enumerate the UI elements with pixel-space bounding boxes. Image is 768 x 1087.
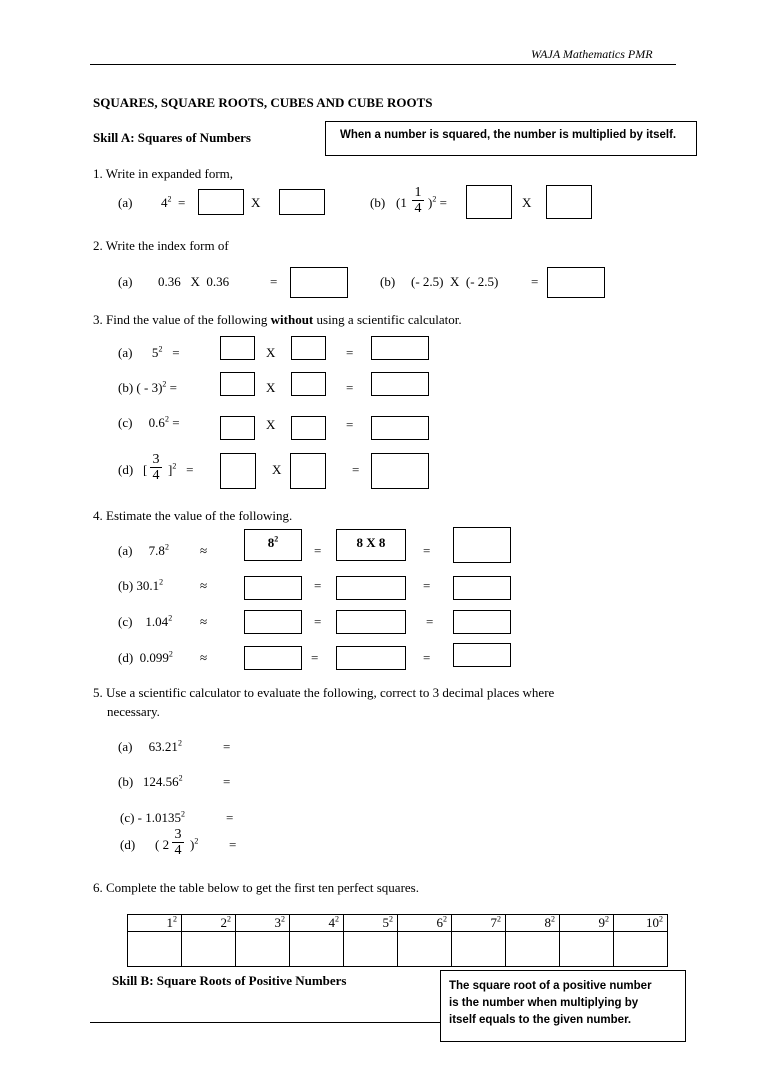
q4d-answer-box[interactable] xyxy=(453,643,511,667)
table-header-cell: $6^2$ xyxy=(398,915,452,932)
q5d-fraction: 3 4 xyxy=(172,827,184,858)
q3a-times: X xyxy=(266,345,276,360)
q4a-eq-1: = xyxy=(314,543,322,558)
q5c-expr: (c) - 1.0135$^2$ xyxy=(120,809,186,825)
table-answer-cell[interactable] xyxy=(506,932,560,967)
q4c-eq-1: = xyxy=(314,614,322,629)
q4c-box-1[interactable] xyxy=(244,610,302,634)
q4d-expr: (d) 0.099$^2$ xyxy=(118,649,173,665)
q4b-answer-box[interactable] xyxy=(453,576,511,600)
skill-b-heading: Skill B: Square Roots of Positive Numbers xyxy=(112,973,347,988)
q3a-box-1[interactable] xyxy=(220,336,255,360)
skill-a-note: When a number is squared, the number is multiplied by itself. xyxy=(325,121,697,156)
skill-b-note xyxy=(440,970,686,1042)
q4a-box-2: 8 X 8 xyxy=(336,529,406,561)
q5a-eq: = xyxy=(223,739,231,754)
q5a-expr: (a) 63.21$^2$ xyxy=(118,738,182,754)
q5d-close: )$^2$ xyxy=(190,836,199,852)
q2b-answer-box[interactable] xyxy=(547,267,605,298)
q4b-eq-1: = xyxy=(314,578,322,593)
table-answer-cell[interactable] xyxy=(182,932,236,967)
q1b-times: X xyxy=(522,195,532,210)
q4d-box-1[interactable] xyxy=(244,646,302,670)
table-answer-cell[interactable] xyxy=(398,932,452,967)
q3c-times: X xyxy=(266,417,276,432)
q5c-eq: = xyxy=(226,810,234,825)
table-header-cell: $4^2$ xyxy=(290,915,344,932)
q2b-label: (b) xyxy=(380,274,396,289)
q1a-times: X xyxy=(251,195,261,210)
q4a-expr: (a) $7.8^2$ xyxy=(118,542,169,558)
q4b-expr: (b) 30.1$^2$ xyxy=(118,577,164,593)
q1b-close: )$^2$ = xyxy=(428,194,447,210)
q3b-answer-box[interactable] xyxy=(371,372,429,396)
q1b-fraction: 1 4 xyxy=(412,185,424,216)
q3c-expr: (c) $0.6^2$ = xyxy=(118,414,180,430)
q3d-eq: = xyxy=(352,462,360,477)
q4c-box-2[interactable] xyxy=(336,610,406,634)
table-answer-cell[interactable] xyxy=(290,932,344,967)
q2a-label: (a) xyxy=(118,274,133,289)
q3b-box-1[interactable] xyxy=(220,372,255,396)
table-header-cell: $8^2$ xyxy=(506,915,560,932)
q1b-label: (b) xyxy=(370,195,386,210)
q1b-open: (1 xyxy=(396,195,407,210)
table-answer-cell[interactable] xyxy=(614,932,668,967)
q3a-eq: = xyxy=(346,345,354,360)
q3b-eq: = xyxy=(346,380,354,395)
q5d-label: (d) xyxy=(120,837,136,852)
q2b-expr: (- 2.5) X (- 2.5) xyxy=(411,274,499,289)
q5b-eq: = xyxy=(223,774,231,789)
q4d-box-2[interactable] xyxy=(336,646,406,670)
header-rule xyxy=(90,64,676,65)
q4d-eq-2: = xyxy=(423,650,431,665)
q3d-fraction: 3 4 xyxy=(150,452,162,483)
q4d-approx: ≈ xyxy=(200,650,208,665)
q3d-box-2[interactable] xyxy=(290,453,326,489)
q4b-eq-2: = xyxy=(423,578,431,593)
q4a-answer-box[interactable] xyxy=(453,527,511,563)
q3a-box-2[interactable] xyxy=(291,336,326,360)
skill-b-note-line-3: itself equals to the given number. xyxy=(449,1014,632,1026)
skill-b-note-line-1: The square root of a positive number xyxy=(449,980,652,992)
q3d-label: (d) xyxy=(118,462,134,477)
q4d-eq-1: = xyxy=(311,650,319,665)
q4a-approx: ≈ xyxy=(200,543,208,558)
table-header-cell: $9^2$ xyxy=(560,915,614,932)
q4a-eq-2: = xyxy=(423,543,431,558)
q3a-answer-box[interactable] xyxy=(371,336,429,360)
q3a-expr: (a) $5^2$ = xyxy=(118,344,180,360)
q5-prompt-line-2: necessary. xyxy=(107,704,160,719)
skill-b-note-line-2: is the number when multiplying by xyxy=(449,997,639,1009)
q3d-close: ]$^2$ = xyxy=(168,461,194,477)
q1-prompt: 1. Write in expanded form, xyxy=(93,166,234,181)
q3b-box-2[interactable] xyxy=(291,372,326,396)
q3b-times: X xyxy=(266,380,276,395)
table-answer-cell[interactable] xyxy=(236,932,290,967)
table-answer-cell[interactable] xyxy=(128,932,182,967)
q5d-eq: = xyxy=(229,837,237,852)
q2-prompt: 2. Write the index form of xyxy=(93,238,229,253)
q4c-expr: (c) 1.04$^2$ xyxy=(118,613,173,629)
q2a-eq: = xyxy=(270,274,278,289)
q5d-open: ( 2 xyxy=(155,837,170,852)
table-header-cell: $5^2$ xyxy=(344,915,398,932)
q3c-eq: = xyxy=(346,417,354,432)
q3d-answer-box[interactable] xyxy=(371,453,429,489)
q2a-answer-box[interactable] xyxy=(290,267,348,298)
table-answer-cell[interactable] xyxy=(344,932,398,967)
q4c-answer-box[interactable] xyxy=(453,610,511,634)
q1b-answer-box-2[interactable] xyxy=(546,185,592,219)
q6-prompt: 6. Complete the table below to get the first ten perfect squares. xyxy=(93,880,419,895)
table-header-row xyxy=(128,915,668,932)
q3-prompt: 3. Find the value of the following without using a scientific calculator. xyxy=(93,312,462,327)
table-header-cell: $10^2$ xyxy=(614,915,668,932)
header-text: WAJA Mathematics PMR xyxy=(531,47,653,61)
q3b-expr: (b) ( - 3)$^2$ = xyxy=(118,379,177,395)
q5-prompt-line-1: 5. Use a scientific calculator to evaluate the following, correct to 3 decimal places where xyxy=(93,685,555,700)
q3c-box-1[interactable] xyxy=(220,416,255,440)
table-answer-cell[interactable] xyxy=(560,932,614,967)
q4b-box-2[interactable] xyxy=(336,576,406,600)
q4c-eq-2: = xyxy=(426,614,434,629)
perfect-squares-table xyxy=(127,914,668,967)
q3d-times: X xyxy=(272,462,282,477)
q3d-open: [ xyxy=(143,462,148,477)
q4b-approx: ≈ xyxy=(200,578,208,593)
table-answer-row xyxy=(128,932,668,967)
q4c-approx: ≈ xyxy=(200,614,208,629)
q2a-expr: 0.36 X 0.36 xyxy=(158,274,230,289)
q1b-answer-box-1[interactable] xyxy=(466,185,512,219)
page-title: SQUARES, SQUARE ROOTS, CUBES AND CUBE ROOTS xyxy=(93,95,433,110)
skill-a-heading: Skill A: Squares of Numbers xyxy=(93,130,251,145)
q2b-eq: = xyxy=(531,274,539,289)
table-header-cell: $7^2$ xyxy=(452,915,506,932)
q3c-box-2[interactable] xyxy=(291,416,326,440)
q4b-box-1[interactable] xyxy=(244,576,302,600)
q1a-answer-box-1[interactable] xyxy=(198,189,244,215)
q4-prompt: 4. Estimate the value of the following. xyxy=(93,508,293,523)
q1a-label: (a) xyxy=(118,195,133,210)
table-header-cell: $1^2$ xyxy=(128,915,182,932)
q3d-box-1[interactable] xyxy=(220,453,256,489)
q1a-answer-box-2[interactable] xyxy=(279,189,325,215)
table-header-cell: $2^2$ xyxy=(182,915,236,932)
q3c-answer-box[interactable] xyxy=(371,416,429,440)
q4a-box-1: $8^2$ xyxy=(244,529,302,561)
q5b-expr: (b) 124.56$^2$ xyxy=(118,773,183,789)
table-header-cell: $3^2$ xyxy=(236,915,290,932)
q1a-expr: $4^2$ = xyxy=(161,194,186,210)
table-answer-cell[interactable] xyxy=(452,932,506,967)
